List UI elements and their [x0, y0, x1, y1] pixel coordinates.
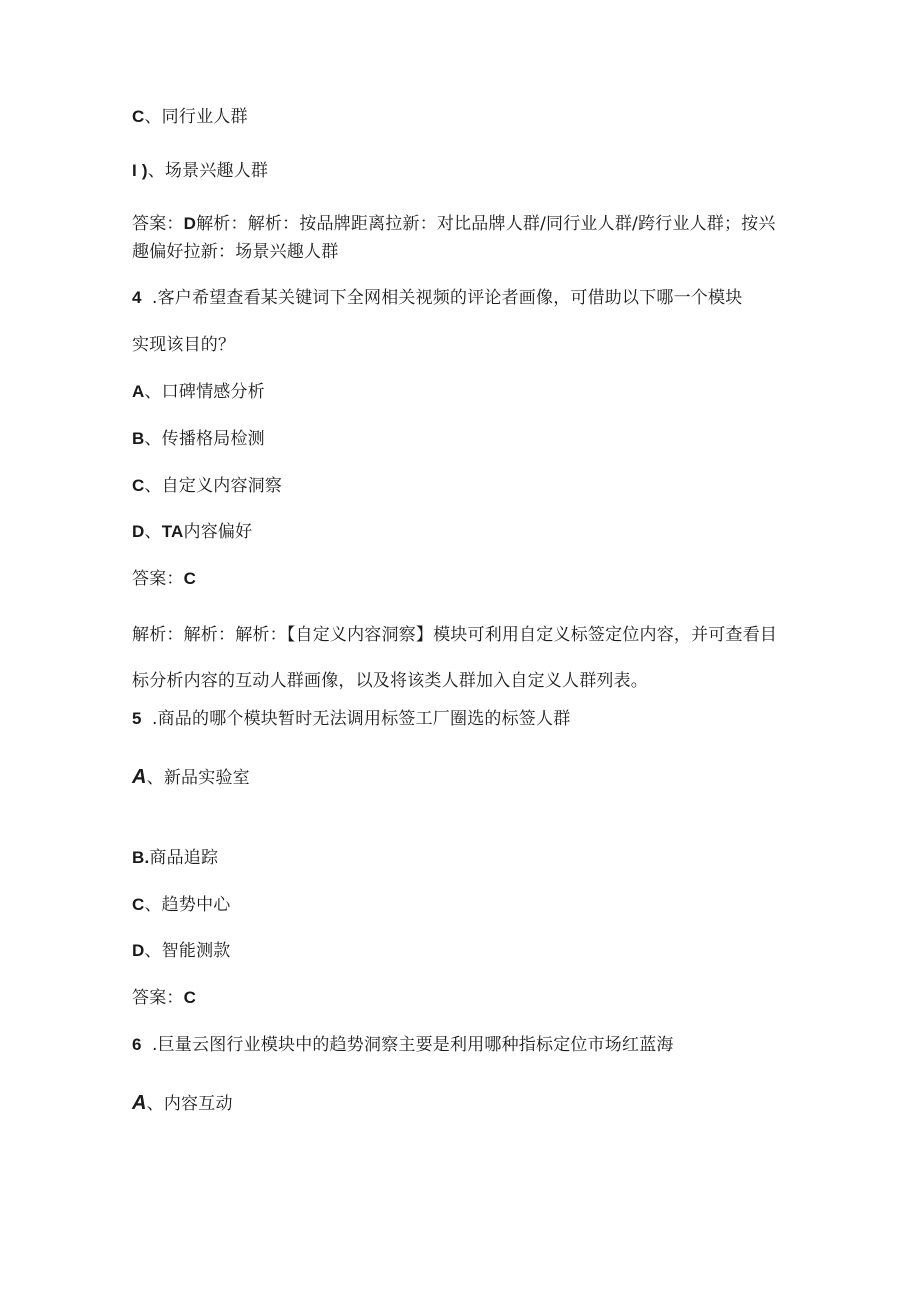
- question-stem: [132, 287, 742, 309]
- answer-letter: D: [183, 214, 197, 233]
- option-text: 、内容互动: [146, 1094, 233, 1114]
- question-stem-continued: [132, 334, 235, 356]
- option-c: [132, 475, 282, 497]
- question-text: 实现该目的？: [132, 335, 236, 355]
- question-number: 4: [132, 288, 142, 307]
- option-a: [132, 766, 250, 789]
- option-b: [132, 847, 218, 869]
- option-text: 、: [144, 522, 162, 542]
- option-label: C: [132, 476, 145, 495]
- answer-prefix: 答案：: [132, 214, 184, 234]
- option-d: [132, 940, 230, 962]
- question-stem: [132, 1034, 674, 1056]
- option-text: 、口碑情感分析: [144, 382, 265, 402]
- option-b: [132, 428, 265, 450]
- option-label: I ): [132, 161, 148, 180]
- option-text: 、智能测款: [144, 941, 231, 961]
- option-label: A: [132, 766, 147, 788]
- option-a: [132, 381, 265, 403]
- option-text: 、同行业人群: [144, 107, 248, 127]
- option-text: 、新品实验室: [146, 768, 250, 788]
- option-text: 商品追踪: [149, 848, 219, 868]
- option-text-rest: 内容偏好: [183, 522, 253, 542]
- analysis-text: 解析：解析：解析：【自定义内容洞察】模块可利用自定义标签定位内容，并可查看目标分析内容的互动人群画像，以及将该类人群加入自定义人群列表。: [132, 625, 778, 691]
- question-text: .商品的哪个模块暂时无法调用标签工厂圈选的标签人群: [152, 709, 571, 729]
- option-label: A: [132, 1092, 147, 1114]
- analysis-text: 解析：解析：按品牌距离拉新：对比品牌人群/同行业人群/跨行业人群；按兴趣偏好拉新：场景兴趣人群: [132, 214, 776, 262]
- option-label: B.: [132, 848, 150, 867]
- option-label: C: [132, 895, 145, 914]
- question-number: 5: [132, 709, 142, 728]
- option-text: 、趋势中心: [144, 895, 231, 915]
- answer-prefix: 答案：: [132, 569, 184, 589]
- question-stem: [132, 708, 570, 730]
- option-text: 、传播格局检测: [144, 429, 265, 449]
- answer-letter: C: [183, 569, 197, 588]
- option-a: [132, 1092, 233, 1115]
- question-number: 6: [132, 1035, 142, 1054]
- option-label: D: [132, 522, 145, 541]
- answer-letter: C: [183, 988, 197, 1007]
- option-c: [132, 894, 230, 916]
- answer: [132, 568, 196, 590]
- option-label: C: [132, 107, 145, 126]
- question-text: .客户希望查看某关键词下全网相关视频的评论者画像，可借助以下哪一个模块: [152, 288, 743, 308]
- option-label: D: [132, 941, 145, 960]
- option-label: B: [132, 429, 145, 448]
- option-text: 、场景兴趣人群: [147, 161, 269, 181]
- question-text: .巨量云图行业模块中的趋势洞察主要是利用哪种指标定位市场红蓝海: [152, 1035, 674, 1055]
- option-label: A: [132, 382, 145, 401]
- option-d: [132, 160, 268, 182]
- answer-analysis: [132, 210, 782, 266]
- answer-prefix: 答案：: [132, 988, 184, 1008]
- option-text: 、自定义内容洞察: [144, 476, 283, 496]
- option-c: [132, 106, 248, 128]
- analysis: [132, 612, 784, 704]
- option-d: [132, 521, 252, 543]
- option-text-bold: TA: [161, 522, 184, 541]
- answer: [132, 987, 196, 1009]
